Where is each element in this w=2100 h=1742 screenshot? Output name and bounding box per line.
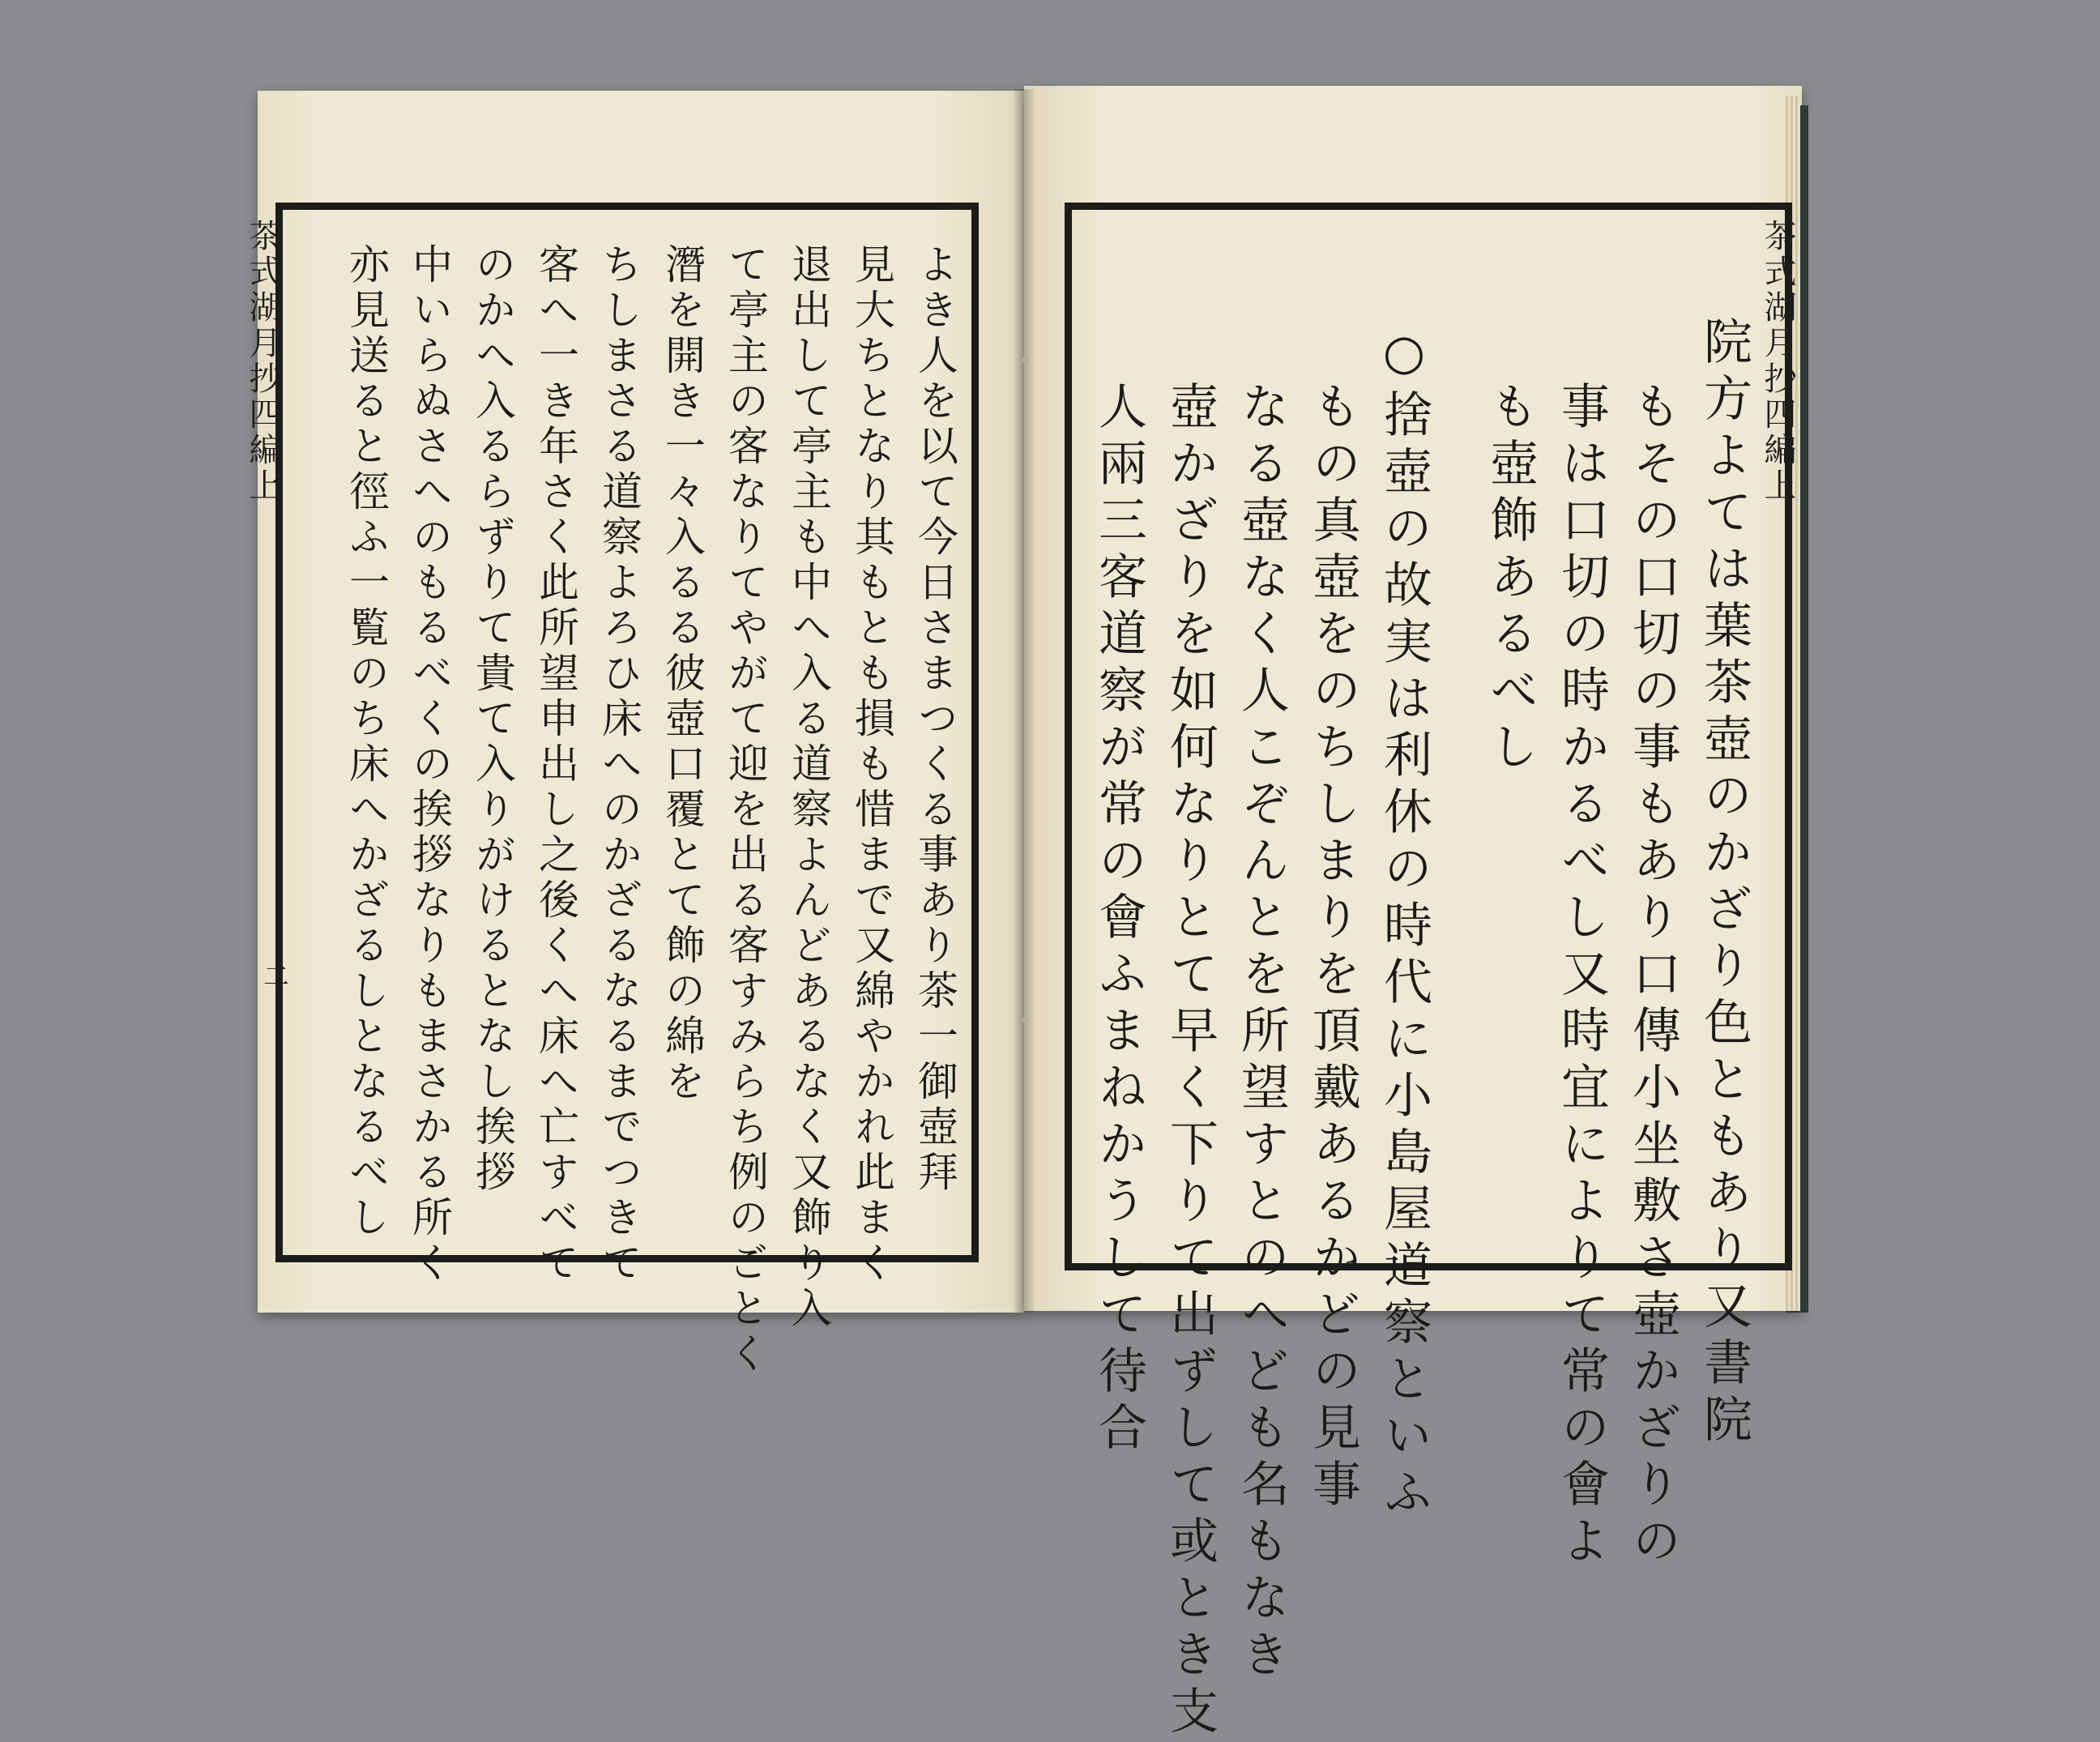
right-text-column: ○捨壺の故実は利休の時代に小島屋道察といふ [1376,324,1432,1523]
binding-hole [1022,1017,1029,1023]
left-text-column: 中いらぬさへのもるべくの挨拶なりもまさかる所く [406,243,453,1287]
right-text-column: なる壺なく人こぞんとを所望すとのへども名もなき [1233,381,1290,1685]
left-text-column: ちしまさる道察よろひ床へのかざるなるまでつきて [595,243,642,1287]
left-text-column: 見大ちとなり其もとも損も惜まで又綿やかれ此まく [848,243,895,1287]
book-spine [1014,89,1034,1313]
left-text-column: 潛を開き一々入るる彼壺口覆とて飾の綿を [659,243,706,1105]
right-text-column: 壺かざりを如何なりとて早く下りて出ずして或とき支 [1162,381,1219,1742]
left-folio: 二 [263,961,290,992]
left-text-column: のかへ入るらずりて貴て入りがけるとなし挨拶 [469,243,516,1196]
right-text-column: もの真壺をのちしまりを頂戴あるかどの見事 [1304,381,1361,1515]
right-text-column: 院方よては葉茶壺のかざり色ともあり又書院 [1696,316,1752,1450]
right-text-column: 事は口切の時かるべし又時宜によりて常の會よ [1553,381,1610,1572]
left-text-column: 退出して亭主も中へ入る道察よんどあるなく又飾り入 [785,243,832,1332]
left-text-column: よき人を以て今日さまつくる事あり茶一御壺拜 [911,243,958,1196]
left-text-column: 客へ一き年さく此所望申出し之後くへ床へ亡すべて [532,243,579,1287]
right-text-column: も壺飾あるべし [1482,381,1539,778]
left-margin-title: 茶式湖月抄四編上 [244,219,281,504]
binding-hole [1022,357,1029,363]
right-margin-title: 茶式湖月抄四編上 [1759,219,1796,504]
left-text-column: て亭主の客なりてやがて迎を出る客すみらち例のごとく [722,243,769,1377]
left-text-column: 亦見送ると徑ふ一覧のち床へかざるしとなるべし [343,243,390,1241]
right-text-column: 人兩三客道察が常の會ふまねかうして待合 [1091,381,1147,1458]
right-text-column: もその口切の事もあり口傳小坐敷さ壺かざりの [1624,381,1681,1572]
